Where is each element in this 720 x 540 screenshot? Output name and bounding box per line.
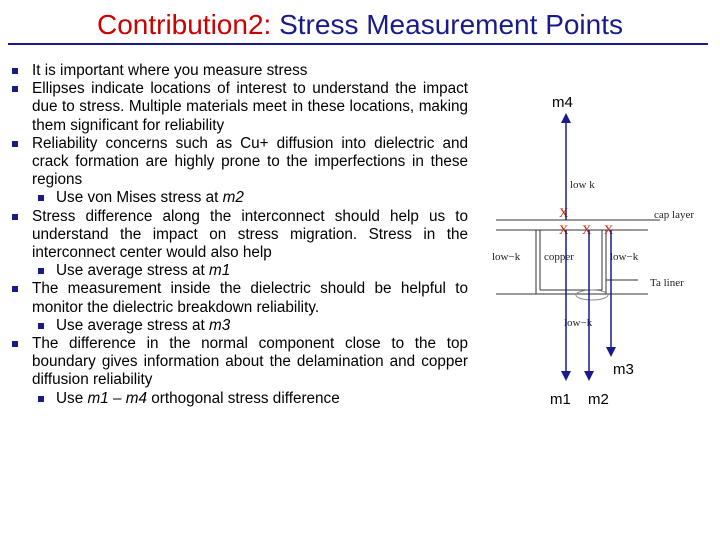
label-low-k-bottom: low−k	[564, 317, 593, 329]
bullet-item	[8, 135, 468, 190]
bullet-square-icon	[38, 323, 44, 329]
x-marker-m1: X	[559, 222, 569, 237]
label-cap-layer: cap layer	[654, 209, 694, 221]
bullet-square-icon	[38, 195, 44, 201]
bullet-square-icon	[12, 68, 18, 74]
x-marker-m2: X	[582, 222, 592, 237]
bullet-square-icon	[12, 141, 18, 147]
bullet-list	[8, 62, 468, 408]
label-m2: m2	[588, 391, 609, 408]
bullet-square-icon	[12, 341, 18, 347]
interconnect-diagram	[488, 80, 716, 420]
sub-bullet-text: Use average stress at m3	[56, 316, 231, 334]
bullet-square-icon	[38, 268, 44, 274]
label-low-k-left: low−k	[492, 251, 521, 263]
bullet-item	[8, 280, 468, 316]
ellipse-corner	[576, 290, 608, 300]
bullet-square-icon	[12, 214, 18, 220]
page-title	[0, 8, 720, 42]
bullet-square-icon	[38, 396, 44, 402]
label-m3: m3	[613, 361, 634, 378]
point-ref: m2	[222, 189, 244, 207]
point-ref: m3	[209, 316, 231, 334]
bullet-square-icon	[12, 286, 18, 292]
label-m1: m1	[550, 391, 571, 408]
label-m4: m4	[552, 94, 573, 111]
title-underline	[8, 43, 708, 45]
bullet-square-icon	[12, 86, 18, 92]
label-ta-liner: Ta liner	[650, 277, 684, 289]
label-low-k-top: low k	[570, 179, 595, 191]
sub-bullet-text: Use average stress at m1	[56, 262, 231, 280]
sub-bullet-text: Use von Mises stress at m2	[56, 189, 244, 207]
bullet-item	[8, 80, 468, 135]
bullet-text: Ellipses indicate locations of interest to understand the impact due to stress. Multiple materials meet in these locations, making them significant for reliability	[32, 80, 468, 134]
bullet-text: Stress difference along the interconnect should help us to understand the impact on stress migration. Stress in the interconnect center would also help	[32, 207, 468, 262]
bullet-item	[8, 208, 468, 263]
x-marker-top: X	[559, 205, 569, 220]
label-copper: copper	[544, 251, 574, 263]
bullet-text: It is important where you measure stress	[32, 62, 308, 79]
title-main: Stress Measurement Points	[271, 9, 624, 40]
point-ref: m1	[209, 262, 231, 280]
sub-bullet-item	[8, 189, 468, 207]
point-ref: m1 – m4	[87, 389, 147, 407]
x-marker-m3: X	[604, 222, 614, 237]
sub-bullet-item	[8, 390, 468, 408]
bullet-text: The measurement inside the dielectric should be helpful to monitor the dielectric breakdown reliability.	[32, 280, 468, 316]
bullet-text: Reliability concerns such as Cu+ diffusion into dielectric and crack formation are highly prone to the imperfections in these regions	[32, 134, 468, 189]
sub-bullet-item	[8, 317, 468, 335]
sub-bullet-text: Use m1 – m4 orthogonal stress difference	[56, 389, 340, 407]
bullet-item	[8, 335, 468, 390]
bullet-item	[8, 62, 468, 80]
title-prefix: Contribution2:	[96, 9, 272, 40]
sub-bullet-item	[8, 262, 468, 280]
label-low-k-right: low−k	[610, 251, 639, 263]
bullet-text: The difference in the normal component close to the top boundary gives information about the delamination and copper diffusion reliability	[32, 335, 468, 389]
